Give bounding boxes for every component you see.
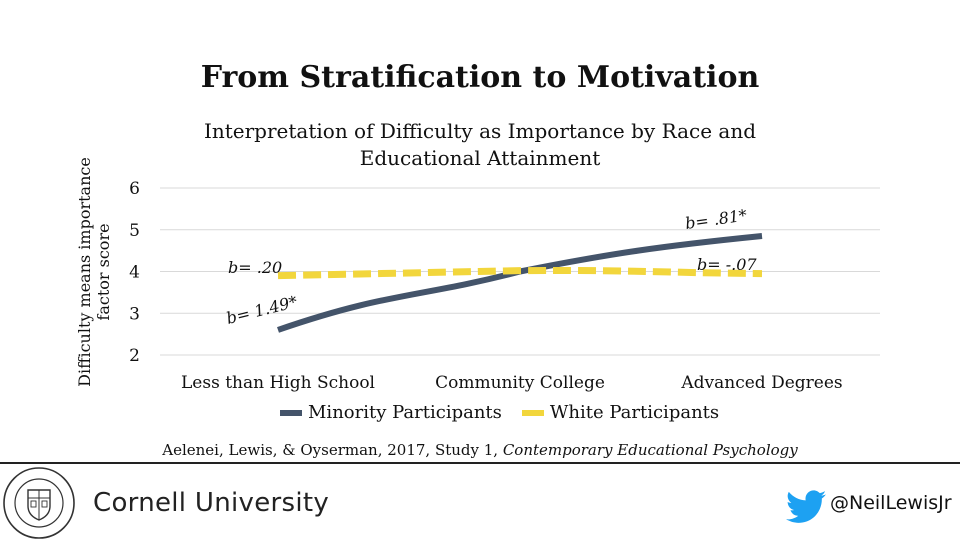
y-tick-label-4: 6 xyxy=(129,179,140,199)
legend-label-white: White Participants xyxy=(549,402,720,423)
legend-swatch-white xyxy=(522,410,544,416)
y-tick-label-2: 4 xyxy=(129,262,140,283)
citation xyxy=(0,441,960,459)
chart-legend xyxy=(280,402,739,423)
legend-item-white xyxy=(522,402,719,423)
slide-title: From Stratification to Motivation xyxy=(200,60,760,95)
y-axis-label: Difficulty means importance factor score xyxy=(75,157,113,387)
x-tick-label-2: Advanced Degrees xyxy=(681,373,843,393)
legend-swatch-minority xyxy=(280,410,302,416)
legend-label-minority: Minority Participants xyxy=(308,402,502,423)
y-tick-label-3: 5 xyxy=(129,220,140,241)
data-annotation-1: b= .81* xyxy=(683,205,749,233)
footer-divider xyxy=(0,462,960,464)
chart-title: Interpretation of Difficulty as Importance by Race and Educational Attainment xyxy=(203,119,757,170)
y-tick-label-1: 3 xyxy=(129,304,140,325)
x-tick-label-0: Less than High School xyxy=(181,373,375,393)
citation-journal: Contemporary Educational Psychology xyxy=(502,441,798,459)
citation-authors: Aelenei, Lewis, & Oyserman, 2017, Study 1, xyxy=(162,441,503,459)
data-annotation-0: b= 1.49* xyxy=(224,291,300,328)
cornell-seal-icon xyxy=(2,466,76,540)
twitter-bird-icon xyxy=(786,490,826,524)
twitter-handle: @NeilLewisJr xyxy=(830,492,952,514)
data-annotation-3: b= -.07 xyxy=(697,255,757,274)
data-annotation-2: b= .20 xyxy=(228,258,283,277)
x-tick-label-1: Community College xyxy=(435,373,605,393)
university-wordmark: Cornell University xyxy=(93,488,330,518)
y-tick-label-0: 2 xyxy=(129,346,140,366)
legend-item-minority xyxy=(280,402,502,423)
series-line-minority xyxy=(278,236,762,330)
